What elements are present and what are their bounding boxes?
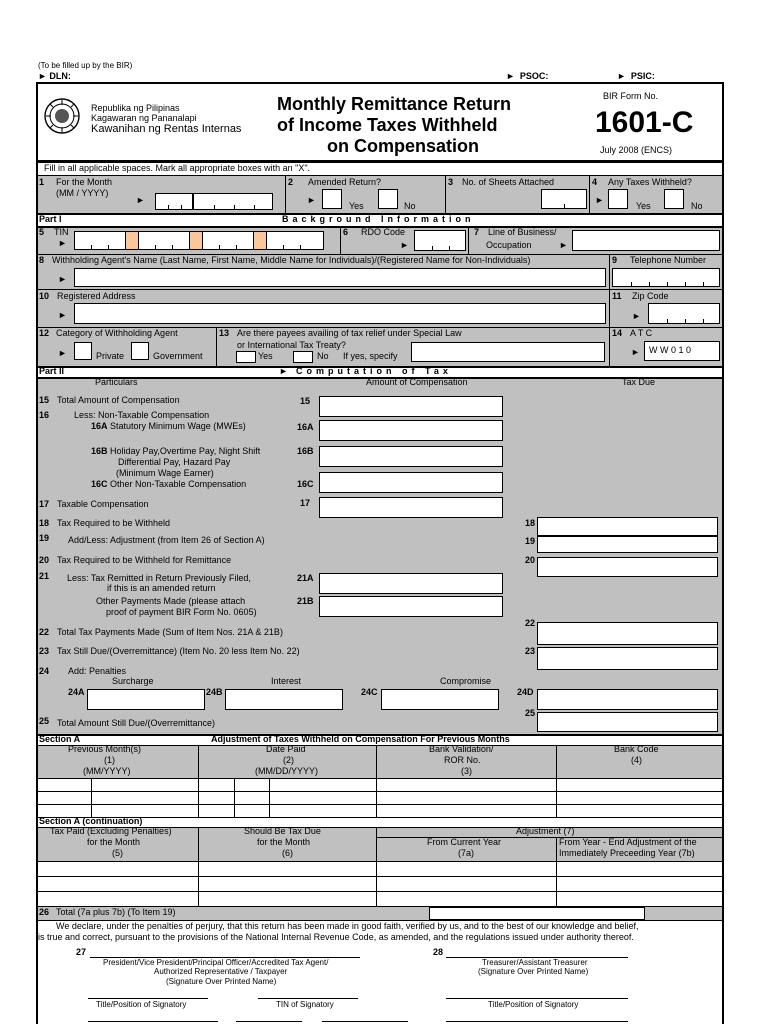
arrow-icon: ► (136, 195, 145, 205)
item4-num: 4 (592, 177, 598, 187)
psoc-text: PSOC: (519, 71, 549, 81)
government-checkbox[interactable] (131, 342, 149, 360)
col3-b: ROR No. (444, 755, 481, 765)
item21b-input[interactable] (319, 596, 503, 617)
tin-separator (125, 232, 139, 249)
item17-label: Taxable Compensation (57, 499, 149, 509)
bir-note: (To be filled up by the BIR) (38, 61, 133, 70)
arrow-icon: ► (631, 347, 640, 357)
item10-label: Registered Address (57, 291, 136, 301)
item19-code: 19 (525, 536, 536, 546)
item21-text-3: Other Payments Made (please attach (96, 596, 246, 606)
title-position-label-2: Title/Position of Signatory (488, 1000, 579, 1009)
interest-label: Interest (271, 676, 302, 686)
item16b-label: 16B Holiday Pay,Overtime Pay, Night Shift (91, 446, 261, 456)
item24a-code: 24A (68, 687, 85, 697)
item6-label: RDO Code (361, 227, 406, 237)
amended-no-checkbox[interactable] (378, 189, 398, 209)
item7-label-2: Occupation (486, 240, 532, 250)
tin-signatory-label: TIN of Signatory (276, 1000, 334, 1009)
republic-line1: Republika ng Pilipinas (91, 103, 180, 113)
dln-text: DLN: (49, 71, 71, 81)
form-title-3: on Compensation (327, 136, 479, 156)
item16b-code: 16B (297, 446, 314, 456)
col2-c: (MM/DD/YYYY) (255, 766, 318, 776)
part1-title: Background Information (282, 214, 475, 224)
registered-address-input[interactable] (74, 303, 606, 324)
col7b-1: From Year - End Adjustment of the (559, 837, 697, 847)
treaty-no-checkbox[interactable] (293, 351, 313, 363)
col5-c: (5) (112, 848, 123, 858)
declaration-line1: We declare, under the penalties of perjury, that this return has been made in good faith, verified by us, and to the best of our knowledge and belief, (56, 921, 639, 931)
item5-num: 5 (39, 227, 45, 237)
item18-label: Tax Required to be Withheld (57, 518, 171, 528)
item21-text-4: proof of payment BIR Form No. 0605) (106, 607, 257, 617)
item19-label: Add/Less: Adjustment (from Item 26 of Section A) (68, 535, 265, 545)
arrow-icon: ► (559, 240, 568, 250)
arrow-icon: ► (595, 195, 604, 205)
col3-a: Bank Validation/ (429, 744, 494, 754)
col4-b: (4) (631, 755, 642, 765)
item10-num: 10 (39, 291, 50, 301)
col-particulars: Particulars (95, 377, 138, 387)
item17-input[interactable] (319, 497, 503, 518)
surcharge-input[interactable] (87, 689, 205, 710)
item21b-code: 21B (297, 596, 314, 606)
item15-num: 15 (39, 395, 50, 405)
col2-a: Date Paid (266, 744, 306, 754)
sheets-attached-input[interactable] (541, 189, 587, 209)
item8-num: 8 (39, 255, 45, 265)
dln-label: ► DLN: (38, 71, 71, 81)
item20-num: 20 (39, 555, 50, 565)
item25-code: 25 (525, 708, 536, 718)
item1-num: 1 (39, 177, 45, 187)
telephone-input[interactable] (612, 268, 720, 287)
form-title-1: Monthly Remittance Return (277, 94, 512, 114)
item26-num: 26 (39, 907, 50, 917)
item9-label: Telephone Number (630, 255, 707, 265)
item25-num: 25 (39, 716, 50, 726)
item16c-code: 16C (297, 479, 314, 489)
item24-label: Add: Penalties (68, 666, 127, 676)
title-position-label: Title/Position of Signatory (96, 1000, 187, 1009)
signature-28-line[interactable] (446, 944, 628, 957)
col1-a: Previous Month(s) (68, 744, 142, 754)
item27-num: 27 (76, 947, 87, 957)
item16a-text: Statutory Minimum Wage (MWEs) (110, 421, 246, 431)
treaty-yes-label: Yes (258, 351, 273, 361)
psoc-label: ► PSOC: (506, 71, 549, 81)
item11-num: 11 (612, 291, 622, 301)
item1-label: For the Month (56, 177, 113, 187)
form-no-label: BIR Form No. (603, 91, 659, 101)
item4-label: Any Taxes Withheld? (608, 177, 692, 187)
item25-label: Total Amount Still Due/(Overremittance) (57, 718, 216, 728)
part1-label: Part I (39, 214, 62, 224)
item7-num: 7 (474, 227, 480, 237)
part2-label: Part II (39, 366, 65, 376)
col6-b: for the Month (257, 837, 311, 847)
interest-input[interactable] (225, 689, 343, 710)
rdo-code-input[interactable] (414, 230, 466, 251)
item21a-code: 21A (297, 573, 314, 583)
item16c-text: Other Non-Taxable Compensation (110, 479, 247, 489)
item16b-text-1: Holiday Pay,Overtime Pay, Night Shift (110, 446, 261, 456)
year-input[interactable] (193, 193, 273, 210)
taxes-withheld-yes-checkbox[interactable] (608, 189, 628, 209)
item18-num: 18 (39, 518, 50, 528)
col2-b: (2) (283, 755, 294, 765)
compromise-input[interactable] (381, 689, 499, 710)
item20-input[interactable] (537, 557, 718, 577)
col7b-2: Immediately Preceeding Year (7b) (559, 848, 695, 858)
item16-num: 16 (39, 410, 50, 420)
item14-num: 14 (612, 328, 623, 338)
item23-label: Tax Still Due/(Overremittance) (Item No. 20 less Item No. 22) (57, 646, 300, 656)
item20-code: 20 (525, 555, 536, 565)
arrow-icon: ► (279, 366, 288, 376)
item1-sub: (MM / YYYY) (56, 188, 109, 198)
tin-separator (189, 232, 203, 249)
taxes-withheld-no-checkbox[interactable] (664, 189, 684, 209)
sig27-text-1: President/Vice President/Principal Officer/Accredited Tax Agent/ (103, 958, 329, 967)
sig28-text-1: Treasurer/Assistant Treasurer (482, 958, 588, 967)
item17-code: 17 (300, 498, 311, 508)
item15-label: Total Amount of Compensation (57, 395, 180, 405)
item3-num: 3 (448, 177, 454, 187)
item22-label: Total Tax Payments Made (Sum of Item Nos. 21A & 21B) (57, 627, 283, 637)
atc-input[interactable] (644, 341, 720, 361)
item11-label: Zip Code (632, 291, 669, 301)
adjustment-header: Adjustment (7) (516, 826, 575, 836)
instructions: Fill in all applicable spaces. Mark all appropriate boxes with an "X". (44, 163, 311, 173)
item16-label: Less: Non-Taxable Compensation (74, 410, 210, 420)
amended-yes-checkbox[interactable] (322, 189, 342, 209)
item5-label: TIN (54, 227, 69, 237)
item24d-code: 24D (517, 687, 534, 697)
item22-input[interactable] (537, 622, 718, 645)
arrow-icon: ► (58, 274, 67, 284)
arrow-icon: ► (307, 195, 316, 205)
treaty-yes-checkbox[interactable] (236, 351, 256, 363)
col1-c: (MM/YYYY) (83, 766, 131, 776)
item6-num: 6 (343, 227, 349, 237)
item16a-label: 16A Statutory Minimum Wage (MWEs) (91, 421, 246, 431)
item9-num: 9 (612, 255, 618, 265)
republic-line3: Kawanihan ng Rentas Internas (91, 123, 242, 135)
col-amount: Amount of Compensation (366, 377, 468, 387)
item21-text-2: if this is an amended return (107, 583, 216, 593)
item24c-code: 24C (361, 687, 378, 697)
psic-text: PSIC: (630, 71, 655, 81)
taxes-withheld-no-label: No (691, 201, 703, 211)
arrow-icon: ► (400, 240, 409, 250)
government-label: Government (153, 351, 203, 361)
item13-label-2: or International Tax Treaty? (237, 340, 346, 350)
item24b-code: 24B (206, 687, 223, 697)
item16c-label: 16C Other Non-Taxable Compensation (91, 479, 247, 489)
item16c-input[interactable] (319, 472, 503, 493)
item13-num: 13 (219, 328, 230, 338)
arrow-icon: ► (58, 310, 67, 320)
item21a-input[interactable] (319, 573, 503, 594)
item25-input[interactable] (537, 712, 718, 732)
private-checkbox[interactable] (74, 342, 92, 360)
sig27-text-3: (Signature Over Printed Name) (166, 977, 277, 986)
month-input[interactable] (155, 193, 193, 210)
col7a-1: From Current Year (427, 837, 502, 847)
arrow-icon: ► (632, 311, 641, 321)
sectionA-label: Section A (39, 734, 81, 744)
form-number: 1601-C (595, 106, 694, 139)
col7a-2: (7a) (458, 848, 475, 858)
col6-c: (6) (282, 848, 293, 858)
item12-num: 12 (39, 328, 50, 338)
item18-input[interactable] (537, 517, 718, 536)
signature-27-line[interactable] (90, 944, 360, 957)
item16b-text-3: (Minimum Wage Earner) (116, 468, 214, 478)
sig28-text-2: (Signature Over Printed Name) (478, 967, 589, 976)
sig27-text-2: Authorized Representative / Taxpayer (154, 967, 288, 976)
amended-no-label: No (404, 201, 416, 211)
item7-label-1: Line of Business/ (488, 227, 557, 237)
tin-separator (253, 232, 267, 249)
treaty-specify-input[interactable] (411, 342, 605, 362)
item13-label-1: Are there payees availing of tax relief under Special Law (237, 328, 462, 338)
sectionA-table-rows[interactable] (38, 779, 722, 817)
item23-input[interactable] (537, 647, 718, 670)
surcharge-label: Surcharge (112, 676, 154, 686)
item22-code: 22 (525, 618, 536, 628)
item28-num: 28 (433, 947, 444, 957)
arrow-icon: ► (58, 348, 67, 358)
item14-label: A T C (630, 328, 653, 338)
item15-input[interactable] (319, 396, 503, 417)
item2-num: 2 (288, 177, 294, 187)
item18-code: 18 (525, 518, 536, 528)
item23-code: 23 (525, 646, 536, 656)
item22-num: 22 (39, 627, 50, 637)
item12-label: Category of Withholding Agent (56, 328, 178, 338)
item17-num: 17 (39, 499, 50, 509)
taxes-withheld-yes-label: Yes (636, 201, 651, 211)
penalties-total-input[interactable] (537, 689, 718, 710)
item15-code: 15 (300, 396, 311, 406)
atc-value: W W 0 1 0 (649, 345, 692, 355)
declaration-line2: is true and correct, pursuant to the provisions of the National Internal Revenue Code, as amended, and the regulations issued under authority thereof. (38, 932, 634, 942)
item24-num: 24 (39, 666, 50, 676)
item2-label: Amended Return? (308, 177, 382, 187)
item19-input[interactable] (537, 536, 718, 553)
col3-c: (3) (461, 766, 472, 776)
item8-label: Withholding Agent's Name (Last Name, First Name, Middle Name for Individuals)/(Registered Name for Non-Individuals) (52, 255, 531, 265)
item23-num: 23 (39, 646, 50, 656)
item3-label: No. of Sheets Attached (462, 177, 555, 187)
line-of-business-input[interactable] (572, 230, 720, 251)
col-tax-due: Tax Due (622, 377, 656, 387)
item16a-input[interactable] (319, 420, 503, 441)
treaty-no-label: No (317, 351, 329, 361)
sectionA2-label: Section A (continuation) (39, 816, 143, 826)
item26-input[interactable] (429, 907, 645, 920)
zip-code-input[interactable] (648, 303, 720, 324)
col4-a: Bank Code (614, 744, 659, 754)
col5-b: for the Month (87, 837, 141, 847)
part2-title: Computation of Tax (296, 366, 452, 376)
treaty-specify-label: If yes, specify (343, 351, 398, 361)
sectionA-title: Adjustment of Taxes Withheld on Compensation For Previous Months (211, 734, 510, 744)
form-title-2: of Income Taxes Withheld (277, 115, 498, 135)
col6-a: Should Be Tax Due (244, 826, 321, 836)
item21-num: 21 (39, 571, 50, 581)
psic-label: ► PSIC: (617, 71, 655, 81)
item21-text-1: Less: Tax Remitted in Return Previously Filed, (67, 573, 251, 583)
item16a-code: 16A (297, 422, 314, 432)
republic-line2: Kagawaran ng Pananalapi (91, 113, 197, 123)
col1-b: (1) (104, 755, 115, 765)
private-label: Private (96, 351, 125, 361)
item19-num: 19 (39, 533, 50, 543)
item16b-text-2: Differential Pay, Hazard Pay (118, 457, 231, 467)
compromise-label: Compromise (440, 676, 492, 686)
form-version: July 2008 (ENCS) (600, 145, 673, 155)
tin-input[interactable] (74, 231, 324, 250)
item26-label: Total (7a plus 7b) (To Item 19) (56, 907, 176, 917)
sectionA2-table-rows[interactable] (38, 862, 722, 906)
col5-a: Tax Paid (Excluding Penalties) (50, 826, 172, 836)
agent-name-input[interactable] (74, 268, 606, 287)
item16b-input[interactable] (319, 446, 503, 467)
arrow-icon: ► (58, 238, 67, 248)
bir-seal-icon (44, 98, 80, 134)
amended-yes-label: Yes (349, 201, 364, 211)
item20-label: Tax Required to be Withheld for Remittance (57, 555, 232, 565)
